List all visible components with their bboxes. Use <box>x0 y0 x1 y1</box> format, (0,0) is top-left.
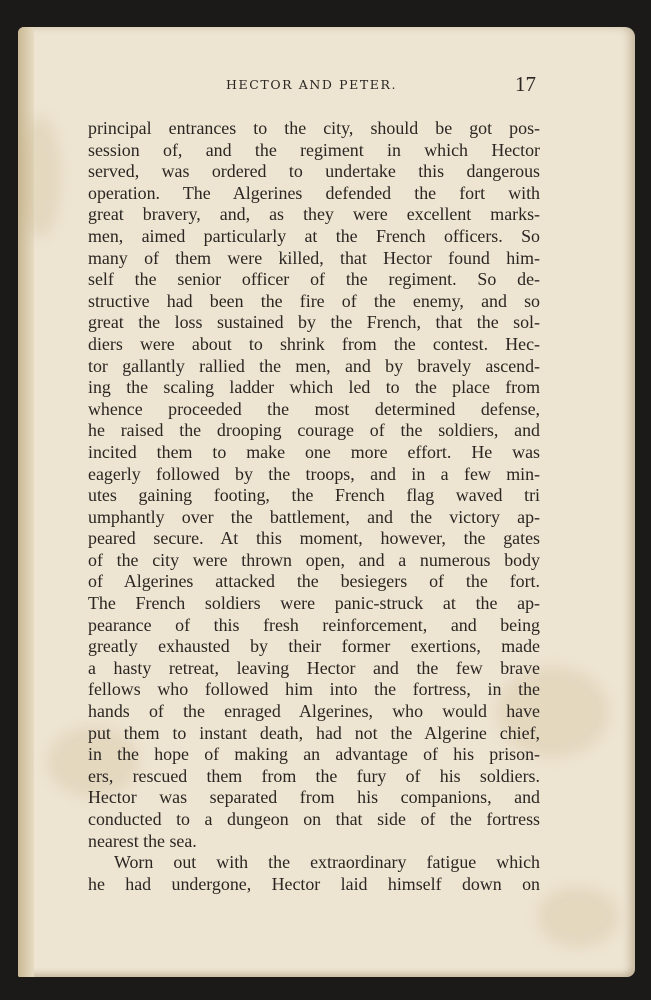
text-line: incited them to make one more effort. He was <box>88 441 540 462</box>
text-line: The French soldiers were panic-struck at the ap- <box>88 593 540 614</box>
text-line: put them to instant death, had not the Algerine chief, <box>88 722 540 743</box>
text-line: he raised the drooping courage of the soldiers, and <box>88 420 540 441</box>
text-line: principal entrances to the city, should be got pos- <box>88 118 540 138</box>
text-line: whence proceeded the most determined defense, <box>88 398 540 419</box>
text-line: structive had been the fire of the enemy, and so <box>88 290 540 311</box>
foxing-stain <box>538 887 618 947</box>
text-line: served, was ordered to undertake this dangerous <box>88 161 540 182</box>
running-head: HECTOR AND PETER. <box>226 77 398 92</box>
text-line: Worn out with the extraordinary fatigue which <box>114 852 540 873</box>
text-line: great bravery, and, as they were excellent marks- <box>88 204 540 225</box>
text-line: greatly exhausted by their former exertions, made <box>88 636 540 657</box>
text-line: great the loss sustained by the French, that the sol- <box>88 312 540 333</box>
text-line: of Algerines attacked the besiegers of the fort. <box>88 571 540 592</box>
text-line: pearance of this fresh reinforcement, and being <box>88 614 540 635</box>
body-text <box>88 118 540 895</box>
text-line: a hasty retreat, leaving Hector and the few brave <box>88 657 540 678</box>
text-line: fellows who followed him into the fortress, in the <box>88 679 540 700</box>
text-line: ing the scaling ladder which led to the place from <box>88 377 540 398</box>
foxing-stain <box>20 117 60 237</box>
text-line: self the senior officer of the regiment. So de- <box>88 269 540 290</box>
text-line: in the hope of making an advantage of his prison- <box>88 744 540 765</box>
text-line: of the city were thrown open, and a numerous body <box>88 549 540 570</box>
text-line: nearest the sea. <box>88 830 197 851</box>
text-line: conducted to a dungeon on that side of the fortress <box>88 809 540 829</box>
text-line: utes gaining footing, the French flag waved tri <box>88 485 540 506</box>
page-number: 17 <box>515 72 536 96</box>
text-line: ers, rescued them from the fury of his soldiers. <box>88 765 540 786</box>
text-line: men, aimed particularly at the French officers. So <box>88 225 540 246</box>
text-line: many of them were killed, that Hector found him- <box>88 247 540 268</box>
text-line: eagerly followed by the troops, and in a few min- <box>88 463 540 484</box>
text-line: operation. The Algerines defended the fort with <box>88 182 540 203</box>
text-line: hands of the enraged Algerines, who would have <box>88 701 540 722</box>
text-line: Hector was separated from his companions, and <box>88 787 540 808</box>
text-line: session of, and the regiment in which Hector <box>88 139 540 160</box>
text-line: tor gallantly rallied the men, and by bravely ascend- <box>88 355 540 376</box>
text-line: umphantly over the battlement, and the victory ap- <box>88 506 540 527</box>
text-line: he had undergone, Hector laid himself down on <box>88 873 540 894</box>
text-line: peared secure. At this moment, however, the gates <box>88 528 540 549</box>
text-line: diers were about to shrink from the contest. Hec- <box>88 333 540 354</box>
